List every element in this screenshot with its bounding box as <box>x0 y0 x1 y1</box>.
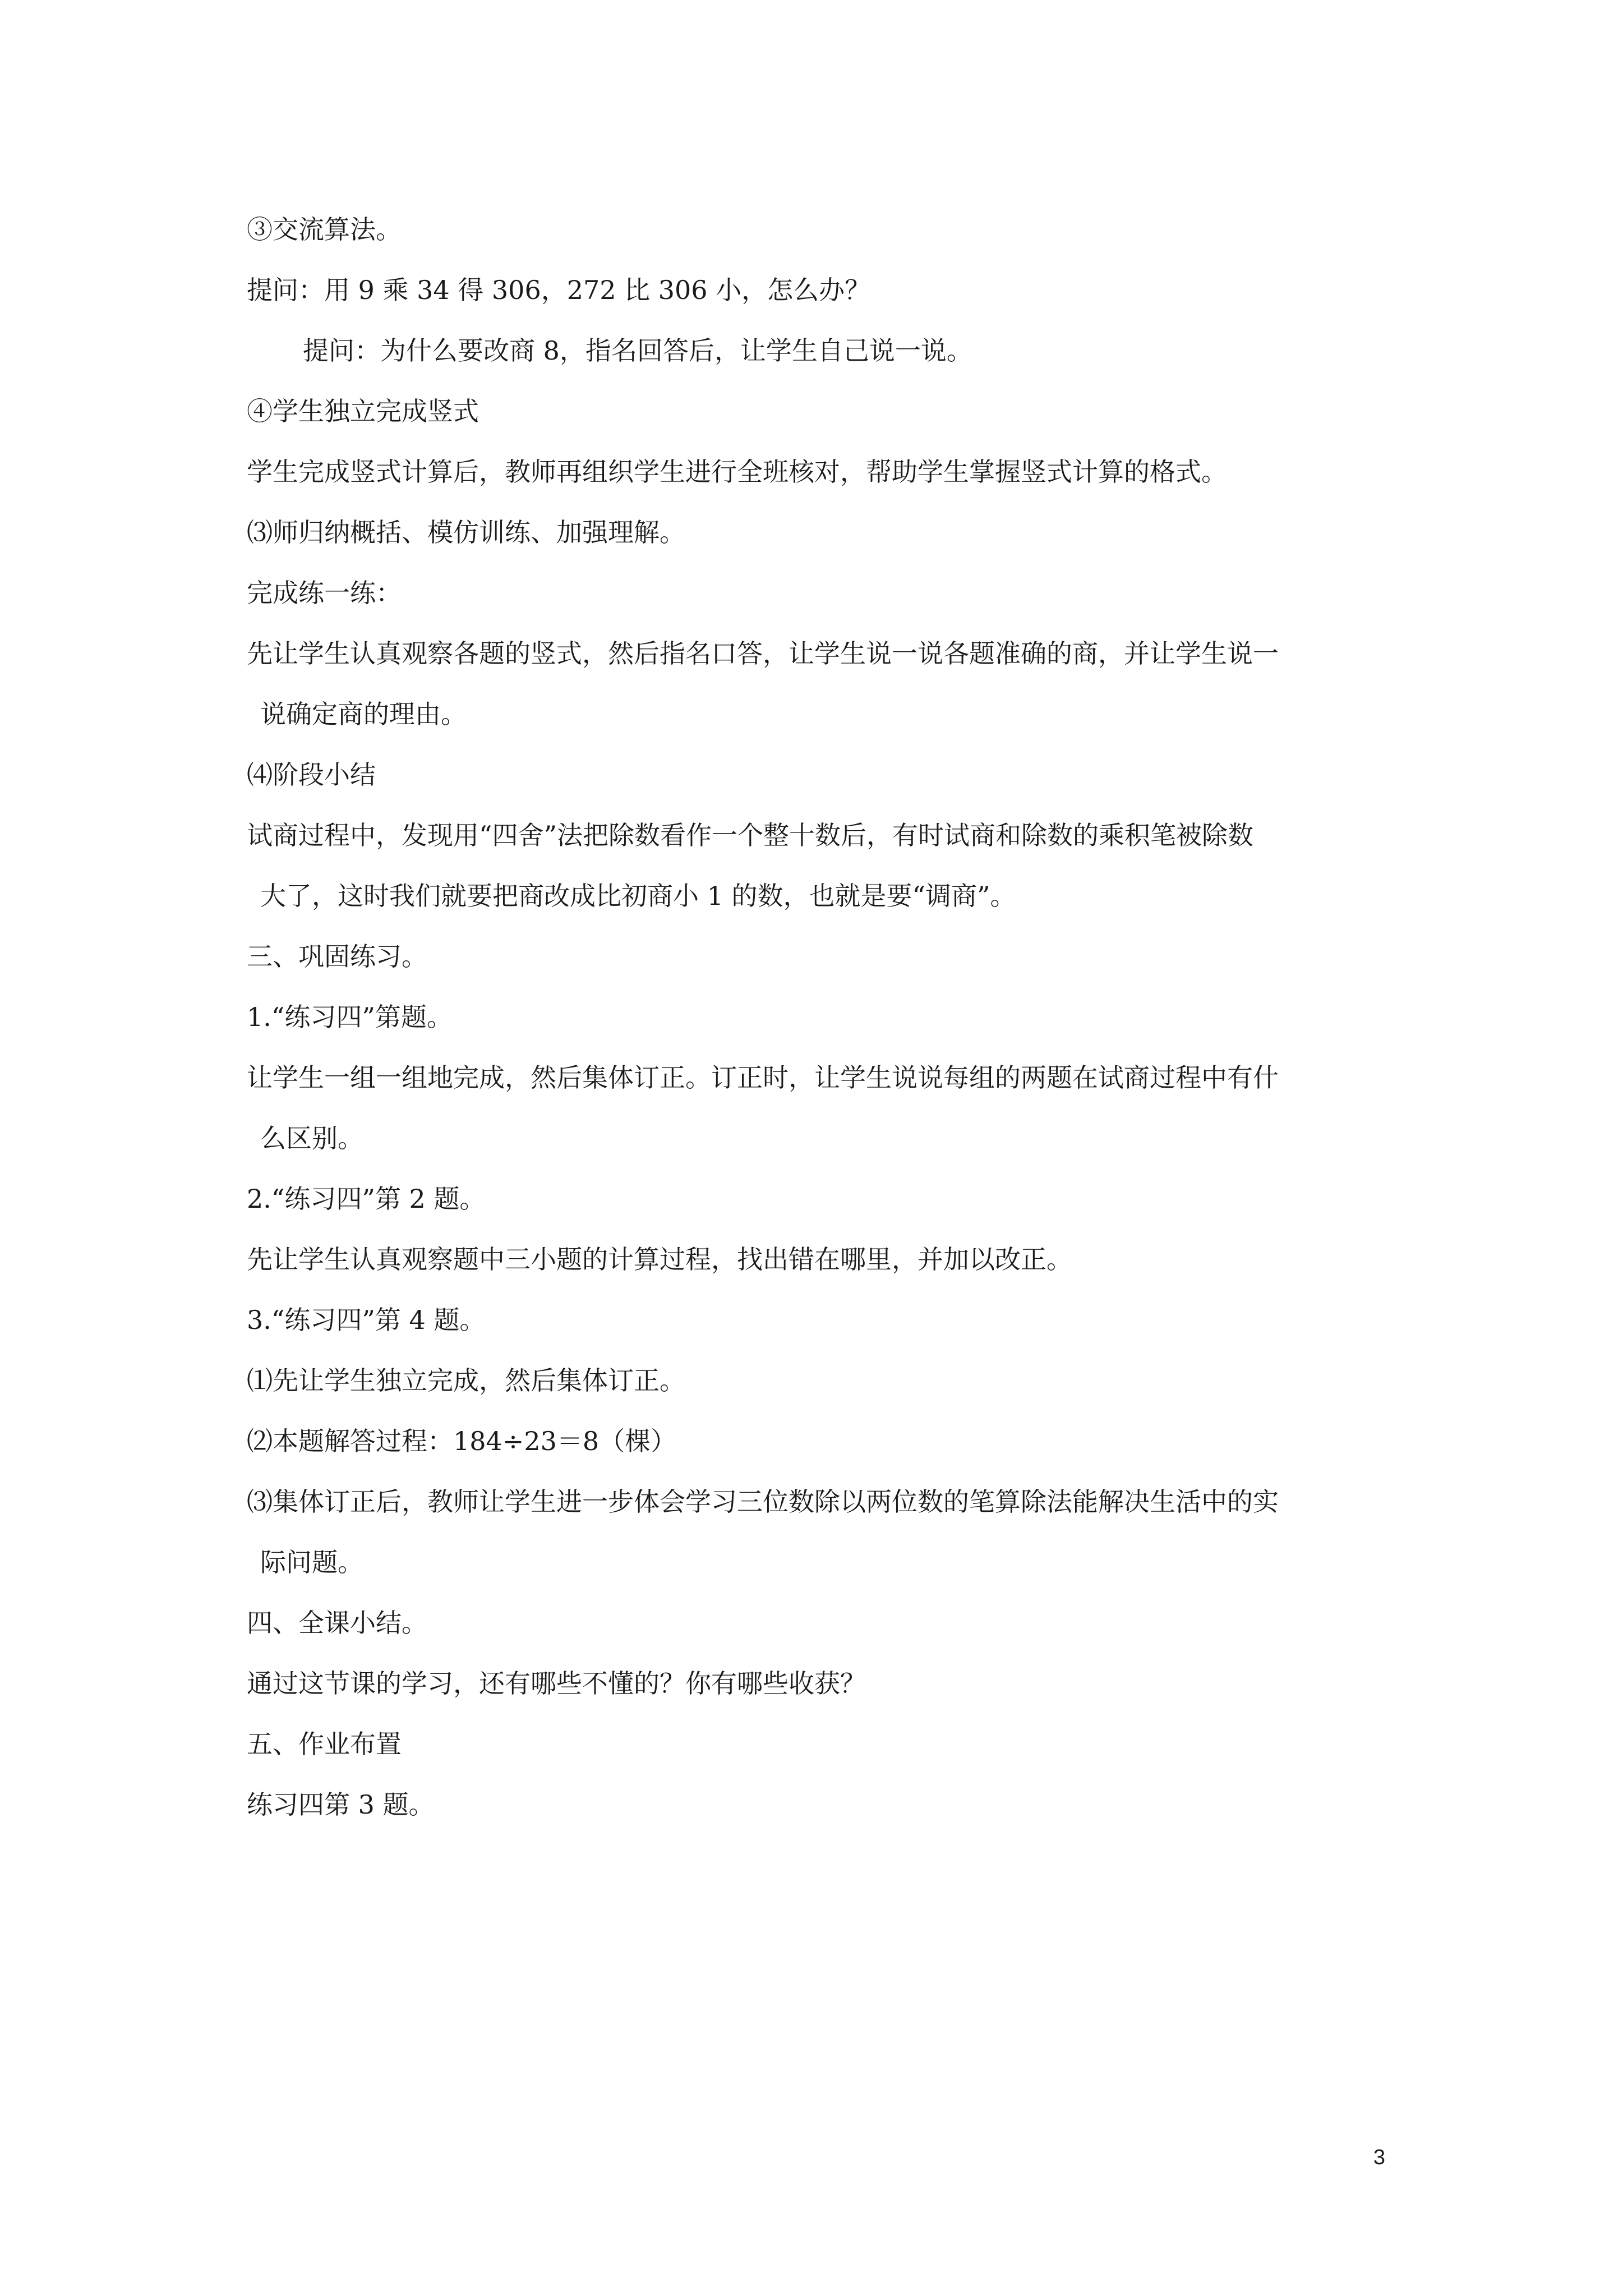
stage-summary-paragraph <box>247 818 1385 913</box>
section-4-heading: 四、全课小结。 <box>247 1608 427 1638</box>
exercise-3-item-2: ⑵本题解答过程：184÷23＝8（棵） <box>247 1426 677 1456</box>
section-3-item-heading: ⑶师归纳概括、模仿训练、加强理解。 <box>247 517 685 547</box>
section-5-text: 练习四第 3 题。 <box>247 1789 435 1820</box>
section-3-heading: 三、巩固练习。 <box>247 941 427 972</box>
exercise-1-heading: 1.“练习四”第题。 <box>247 1002 453 1032</box>
exercise-1-paragraph <box>247 1060 1385 1156</box>
step-4-heading: ④学生独立完成竖式 <box>247 396 479 426</box>
exercise-2-heading: 2.“练习四”第 2 题。 <box>247 1184 486 1214</box>
practice-paragraph <box>247 636 1385 731</box>
practice-paragraph-line-1: 先让学生认真观察各题的竖式，然后指名口答，让学生说一说各题准确的商，并让学生说一 <box>247 638 1279 669</box>
exercise-3-heading: 3.“练习四”第 4 题。 <box>247 1305 486 1335</box>
page-number: 3 <box>1373 2146 1385 2169</box>
exercise-3-item-3-line-2: 际问题。 <box>260 1547 363 1577</box>
exercise-3-item-3 <box>247 1484 1385 1580</box>
section-5-heading: 五、作业布置 <box>247 1729 402 1759</box>
exercise-1-line-2: 么区别。 <box>260 1123 363 1153</box>
document-body <box>247 212 1385 1848</box>
practice-heading: 完成练一练： <box>247 578 402 608</box>
question-1: 提问：用 9 乘 34 得 306，272 比 306 小，怎么办？ <box>247 275 871 305</box>
exercise-3-item-1: ⑴先让学生独立完成，然后集体订正。 <box>247 1365 685 1396</box>
step-3-heading: ③交流算法。 <box>247 214 402 245</box>
exercise-3-item-3-line-1: ⑶集体订正后，教师让学生进一步体会学习三位数除以两位数的笔算除法能解决生活中的实 <box>247 1487 1279 1517</box>
practice-paragraph-line-2: 说确定商的理由。 <box>260 699 467 729</box>
step-4-text: 学生完成竖式计算后，教师再组织学生进行全班核对，帮助学生掌握竖式计算的格式。 <box>247 457 1227 487</box>
question-2: 提问：为什么要改商 8，指名回答后，让学生自己说一说。 <box>303 335 972 366</box>
stage-summary-line-2: 大了，这时我们就要把商改成比初商小 1 的数，也就是要“调商”。 <box>260 881 1016 911</box>
exercise-2-text: 先让学生认真观察题中三小题的计算过程，找出错在哪里，并加以改正。 <box>247 1244 1072 1274</box>
stage-summary-line-1: 试商过程中，发现用“四舍”法把除数看作一个整十数后，有时试商和除数的乘积笔被除数 <box>247 820 1254 850</box>
section-4-text: 通过这节课的学习，还有哪些不懂的？你有哪些收获？ <box>247 1668 866 1699</box>
stage-summary-heading: ⑷阶段小结 <box>247 760 376 790</box>
exercise-1-line-1: 让学生一组一组地完成，然后集体订正。订正时，让学生说说每组的两题在试商过程中有什 <box>247 1062 1279 1093</box>
